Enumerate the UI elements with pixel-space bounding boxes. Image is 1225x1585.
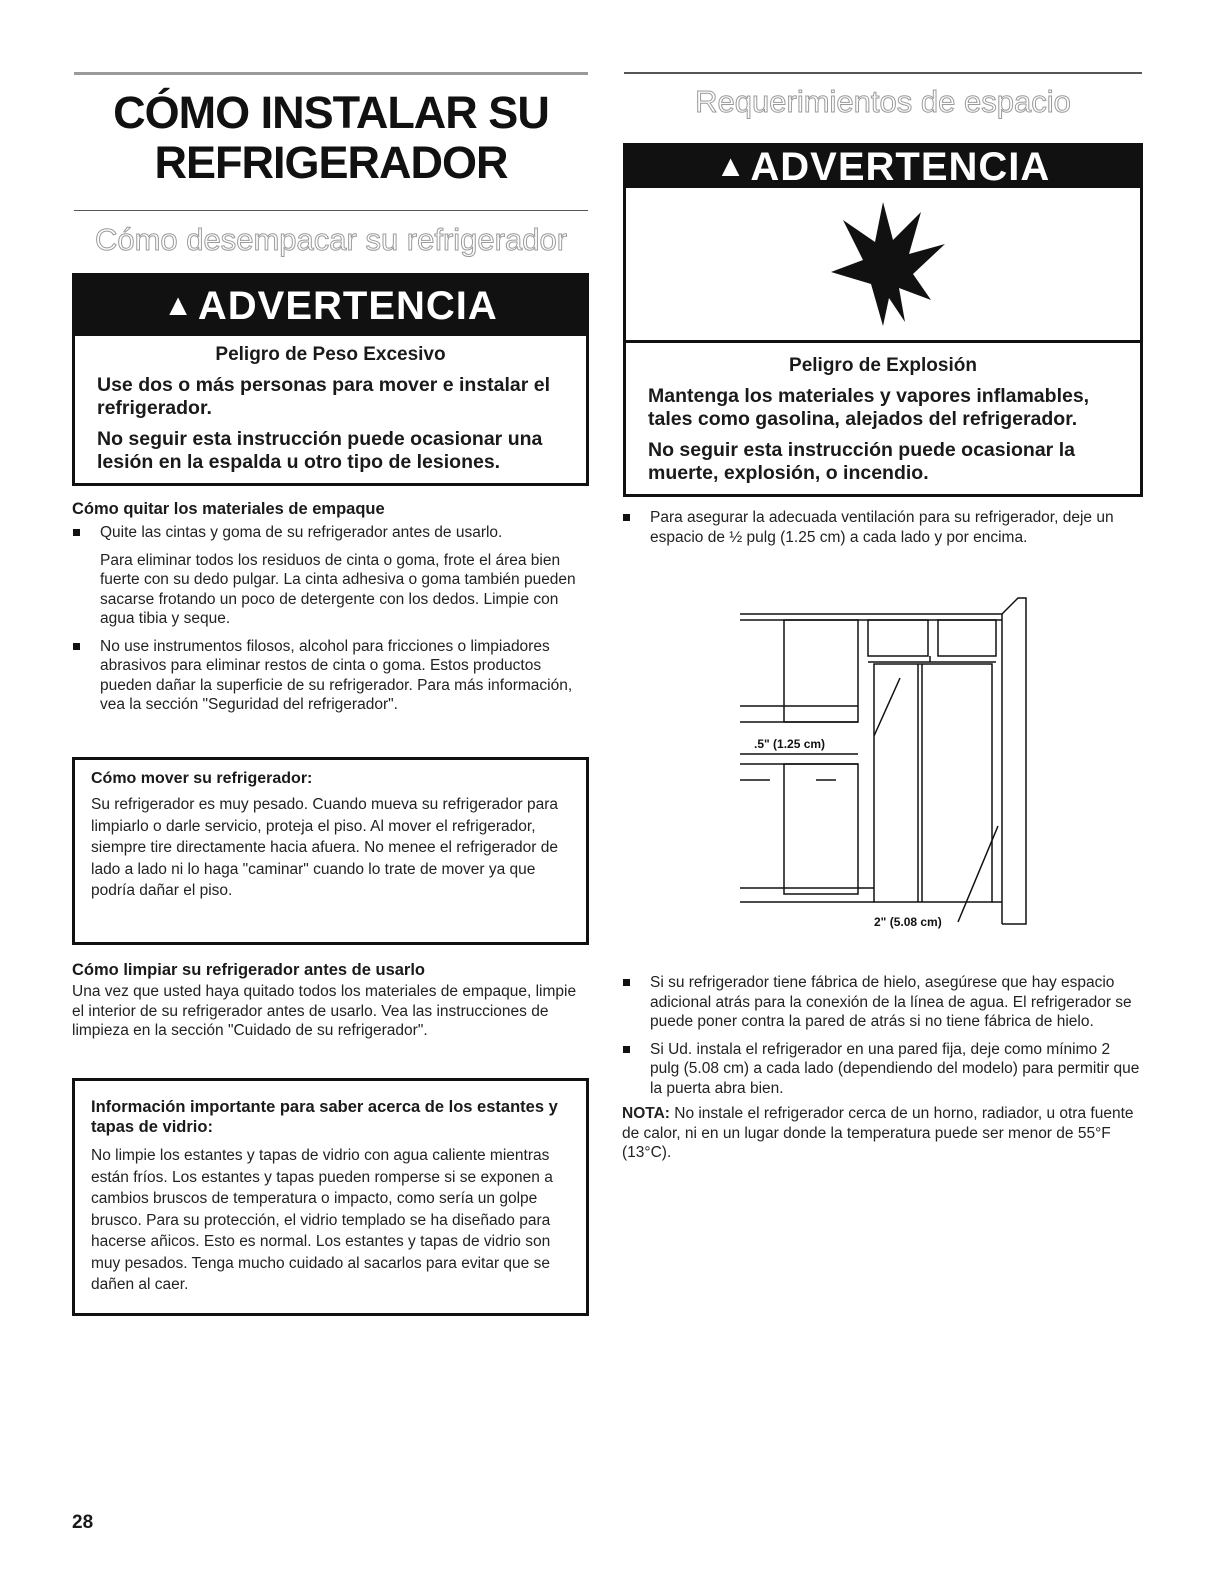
explosion-pictogram xyxy=(626,188,1140,343)
page-title-line1: CÓMO INSTALAR SU xyxy=(113,87,549,138)
note-text: No instale el refrigerador cerca de un horno, radiador, u otra fuente de calor, ni en un lugar donde la temperatura puede ser menor de 55°F (13°C). xyxy=(622,1105,1134,1161)
refrigerator-clearance-illustration xyxy=(740,596,1040,936)
move-heading: Cómo mover su refrigerador: xyxy=(91,770,313,787)
warning-hazard: Peligro de Explosión xyxy=(789,355,977,376)
bullet-square-icon xyxy=(623,979,630,986)
bullet-square-icon xyxy=(623,514,630,521)
warning-box-weight xyxy=(72,273,589,486)
space-bullet-3 xyxy=(622,1040,1142,1099)
space-bullet-2-text: Si su refrigerador tiene fábrica de hielo, asegúrese que hay espacio adicional atrás para la conexión de la línea de agua. El refrigerador se puede poner contra la pared de atrás si no tiene fábrica de hielo. xyxy=(650,974,1132,1030)
top-rule-right xyxy=(624,72,1142,74)
glass-heading: Información importante para saber acerca de los estantes y tapas de vidrio: xyxy=(91,1098,558,1136)
warning-line1: Use dos o más personas para mover e instalar el refrigerador. xyxy=(97,374,551,419)
page-title-line2: REFRIGERADOR xyxy=(154,137,508,188)
glass-text: No limpie los estantes y tapas de vidrio con agua caliente mientras están fríos. Los estantes y tapas pueden romperse si se exponen a cambios bruscos de temperatura o impacto, como sería un golpe brusco. Para su protección, el vidrio templado se ha diseñado para hacerse añicos. Esto es normal. Los estantes y tapas de vidrio son muy pesados. Tenga mucho cuidado al sacarlos para evitar que se dañen al caer. xyxy=(91,1147,553,1293)
remove-bullet-1-detail: Para eliminar todos los residuos de cinta o goma, frote el área bien fuerte con su dedo pulgar. La cinta adhesiva o goma también pueden sacarse frotando un poco de detergente con los dedos. Limpie con agua tibia y seque. xyxy=(100,551,576,627)
warning-body xyxy=(75,336,586,474)
bullet-square-icon xyxy=(73,643,80,650)
page-number: 28 xyxy=(72,1512,94,1533)
warning-header xyxy=(75,276,586,336)
top-rule-left xyxy=(74,72,588,75)
warning-line2: No seguir esta instrucción puede ocasionar una lesión en la espalda u otro tipo de lesiones. xyxy=(97,428,543,473)
remove-heading: Cómo quitar los materiales de empaque xyxy=(72,500,385,518)
warning-triangle-icon: ▲ xyxy=(163,289,194,322)
section-title-unpack: Cómo desempacar su refrigerador xyxy=(94,222,568,257)
section-title-space: Requerimientos de espacio xyxy=(695,84,1071,119)
warning-header-text: ADVERTENCIA xyxy=(197,283,498,328)
clean-heading: Cómo limpiar su refrigerador antes de usarlo xyxy=(72,961,426,979)
clearance-label-top: .5" (1.25 cm) xyxy=(754,737,826,751)
remove-bullet-2-text: No use instrumentos filosos, alcohol para fricciones o limpiadores abrasivos para eliminar restos de cinta o goma. Estos productos pueden dañar la superficie de su refrigerador. Para más información, vea la sección "Seguridad del refrigerador". xyxy=(100,637,573,713)
note-label: NOTA: xyxy=(622,1105,670,1122)
warning-line2: No seguir esta instrucción puede ocasionar la muerte, explosión, o incendio. xyxy=(648,439,1075,484)
clearance-label-bottom: 2" (5.08 cm) xyxy=(874,915,942,929)
warning-triangle-icon: ▲ xyxy=(715,150,747,183)
bullet-square-icon xyxy=(623,1046,630,1053)
page-title xyxy=(74,88,588,188)
warning-header xyxy=(626,146,1140,188)
remove-bullet-1 xyxy=(72,523,588,629)
bullet-square-icon xyxy=(73,529,80,536)
title-divider xyxy=(74,210,588,211)
clean-section xyxy=(72,961,588,1041)
explosion-icon xyxy=(813,194,953,334)
remove-bullet-1-text: Quite las cintas y goma de su refrigerador antes de usarlo. xyxy=(100,524,503,541)
space-bullet-2 xyxy=(622,973,1142,1032)
clean-text: Una vez que usted haya quitado todos los materiales de empaque, limpie el interior de su refrigerador antes de usarlo. Vea las instrucciones de limpieza en la sección "Cuidado de su refrigerador". xyxy=(72,983,577,1039)
warning-body xyxy=(626,343,1140,485)
space-bullets-lower xyxy=(622,973,1142,1163)
note-paragraph xyxy=(622,1104,1142,1163)
space-bullet-3-text: Si Ud. instala el refrigerador en una pared fija, deje como mínimo 2 pulg (5.08 cm) a cada lado (dependiendo del modelo) para permitir que la puerta abra bien. xyxy=(650,1040,1140,1097)
glass-shelves-box xyxy=(72,1078,589,1316)
space-bullet-1-text: Para asegurar la adecuada ventilación para su refrigerador, deje un espacio de ½ pulg (1.25 cm) a cada lado y por encima. xyxy=(650,509,1114,546)
warning-line1: Mantenga los materiales y vapores inflamables, tales como gasolina, alejados del refrigerador. xyxy=(648,385,1090,430)
remove-packaging-section xyxy=(72,500,588,715)
warning-box-explosion xyxy=(623,143,1143,497)
remove-bullet-2 xyxy=(72,637,588,715)
move-text: Su refrigerador es muy pesado. Cuando mueva su refrigerador para limpiarlo o darle servicio, proteja el piso. Al mover el refrigerador, siempre tire directamente hacia afuera. No menee el refrigerador de lado a lado ni lo haga "caminar" cuando lo trate de mover ya que podría dañar el piso. xyxy=(91,796,558,899)
clearance-diagram xyxy=(740,596,1040,936)
space-bullet-1 xyxy=(622,508,1130,547)
warning-header-text: ADVERTENCIA xyxy=(750,144,1051,189)
move-fridge-box xyxy=(72,757,589,945)
warning-hazard: Peligro de Peso Excesivo xyxy=(215,344,446,365)
